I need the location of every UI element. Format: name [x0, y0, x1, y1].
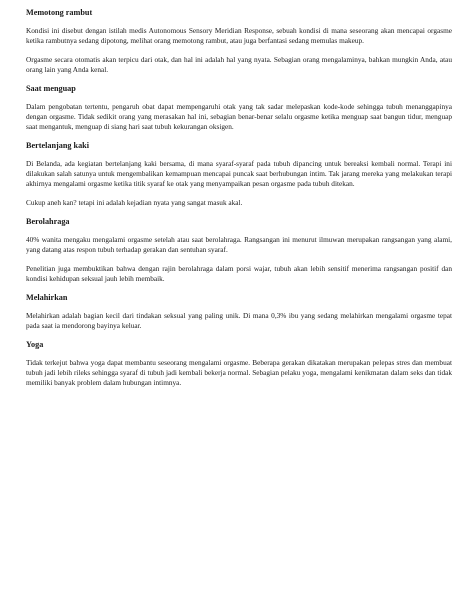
paragraph: Cukup aneh kan? tetapi ini adalah kejadian nyata yang sangat masuk akal. — [26, 198, 243, 207]
paragraph: Kondisi ini disebut dengan istilah medis Autonomous Sensory Meridian Response, sebuah kondisi di mana seseorang akan mencapai orgasme ketika rambutnya sedang dipotong, melihat orang memotong rambut, atau juga berfantasi sedang memulas makeup. — [26, 26, 452, 45]
paragraph: Tidak terkejut bahwa yoga dapat membantu seseorang mengalami orgasme. Beberapa gerakan dikatakan merupakan pelepas stres dan membuat tubuh jadi lebih rileks sehingga syaraf di tubuh jadi kembali bekerja normal. Sebagian pelaku yoga, mengalami kenikmatan dalam seks dan tidak memiliki banyak problem dalam hubungan intimnya. — [26, 358, 452, 387]
paragraph: Melahirkan adalah bagian kecil dari tindakan seksual yang paling unik. Di mana 0,3% ibu yang sedang melahirkan mengalami orgasme tepat pada saat ia mendorong bayinya keluar. — [26, 311, 452, 330]
section-berolahraga — [26, 217, 452, 284]
section-saat-menguap — [26, 84, 452, 132]
section-bertelanjang-kaki — [26, 141, 452, 208]
paragraph: Di Belanda, ada kegiatan bertelanjang kaki bersama, di mana syaraf-syaraf pada tubuh dipancing untuk bereaksi kembali normal. Terapi ini dilakukan salah satunya untuk mengembalikan kemampuan mencapai puncak saat berhubungan intim. Tak jarang mereka yang melakukan terapi akhirnya mengalami orgasme ketika titik syaraf ke otak yang menyampaikan pesan orgasme pada tubuh ditekan. — [26, 159, 452, 188]
section-melahirkan — [26, 293, 452, 331]
paragraph: Dalam pengobatan tertentu, pengaruh obat dapat mempengaruhi otak yang tak sadar melepaskan kode-kode sehingga tubuh menanggapinya dengan orgasme. Tidak sedikit orang yang merasakan hal ini, sebagian benar-benar selalu orgasme ketika menguap saat bangun tidur, menguap saat mengantuk, menguap di siang hari saat tubuh kekurangan oksigen. — [26, 102, 452, 131]
section-heading: Melahirkan — [26, 293, 68, 302]
paragraph: Penelitian juga membuktikan bahwa dengan rajin berolahraga dalam porsi wajar, tubuh akan lebih sensitif menerima rangsangan positif dan kondisi kehidupan seksual jauh lebih membaik. — [26, 264, 452, 283]
section-heading: Berolahraga — [26, 217, 70, 226]
section-heading: Memotong rambut — [26, 8, 93, 17]
section-heading: Saat menguap — [26, 84, 76, 93]
section-yoga — [26, 340, 452, 388]
paragraph: 40% wanita mengaku mengalami orgasme setelah atau saat berolahraga. Rangsangan ini menurut ilmuwan merupakan rangsangan yang alami, yang datang atas respon tubuh terhadap gerakan dan sentuhan syaraf. — [26, 235, 452, 254]
section-memotong-rambut — [26, 8, 452, 75]
document-page — [26, 8, 452, 397]
paragraph: Orgasme secara otomatis akan terpicu dari otak, dan hal ini adalah hal yang nyata. Sebagian orang mengalaminya, bahkan mungkin Anda, atau orang lain yang Anda kenal. — [26, 55, 452, 74]
section-heading: Bertelanjang kaki — [26, 141, 90, 150]
section-heading: Yoga — [26, 340, 44, 349]
